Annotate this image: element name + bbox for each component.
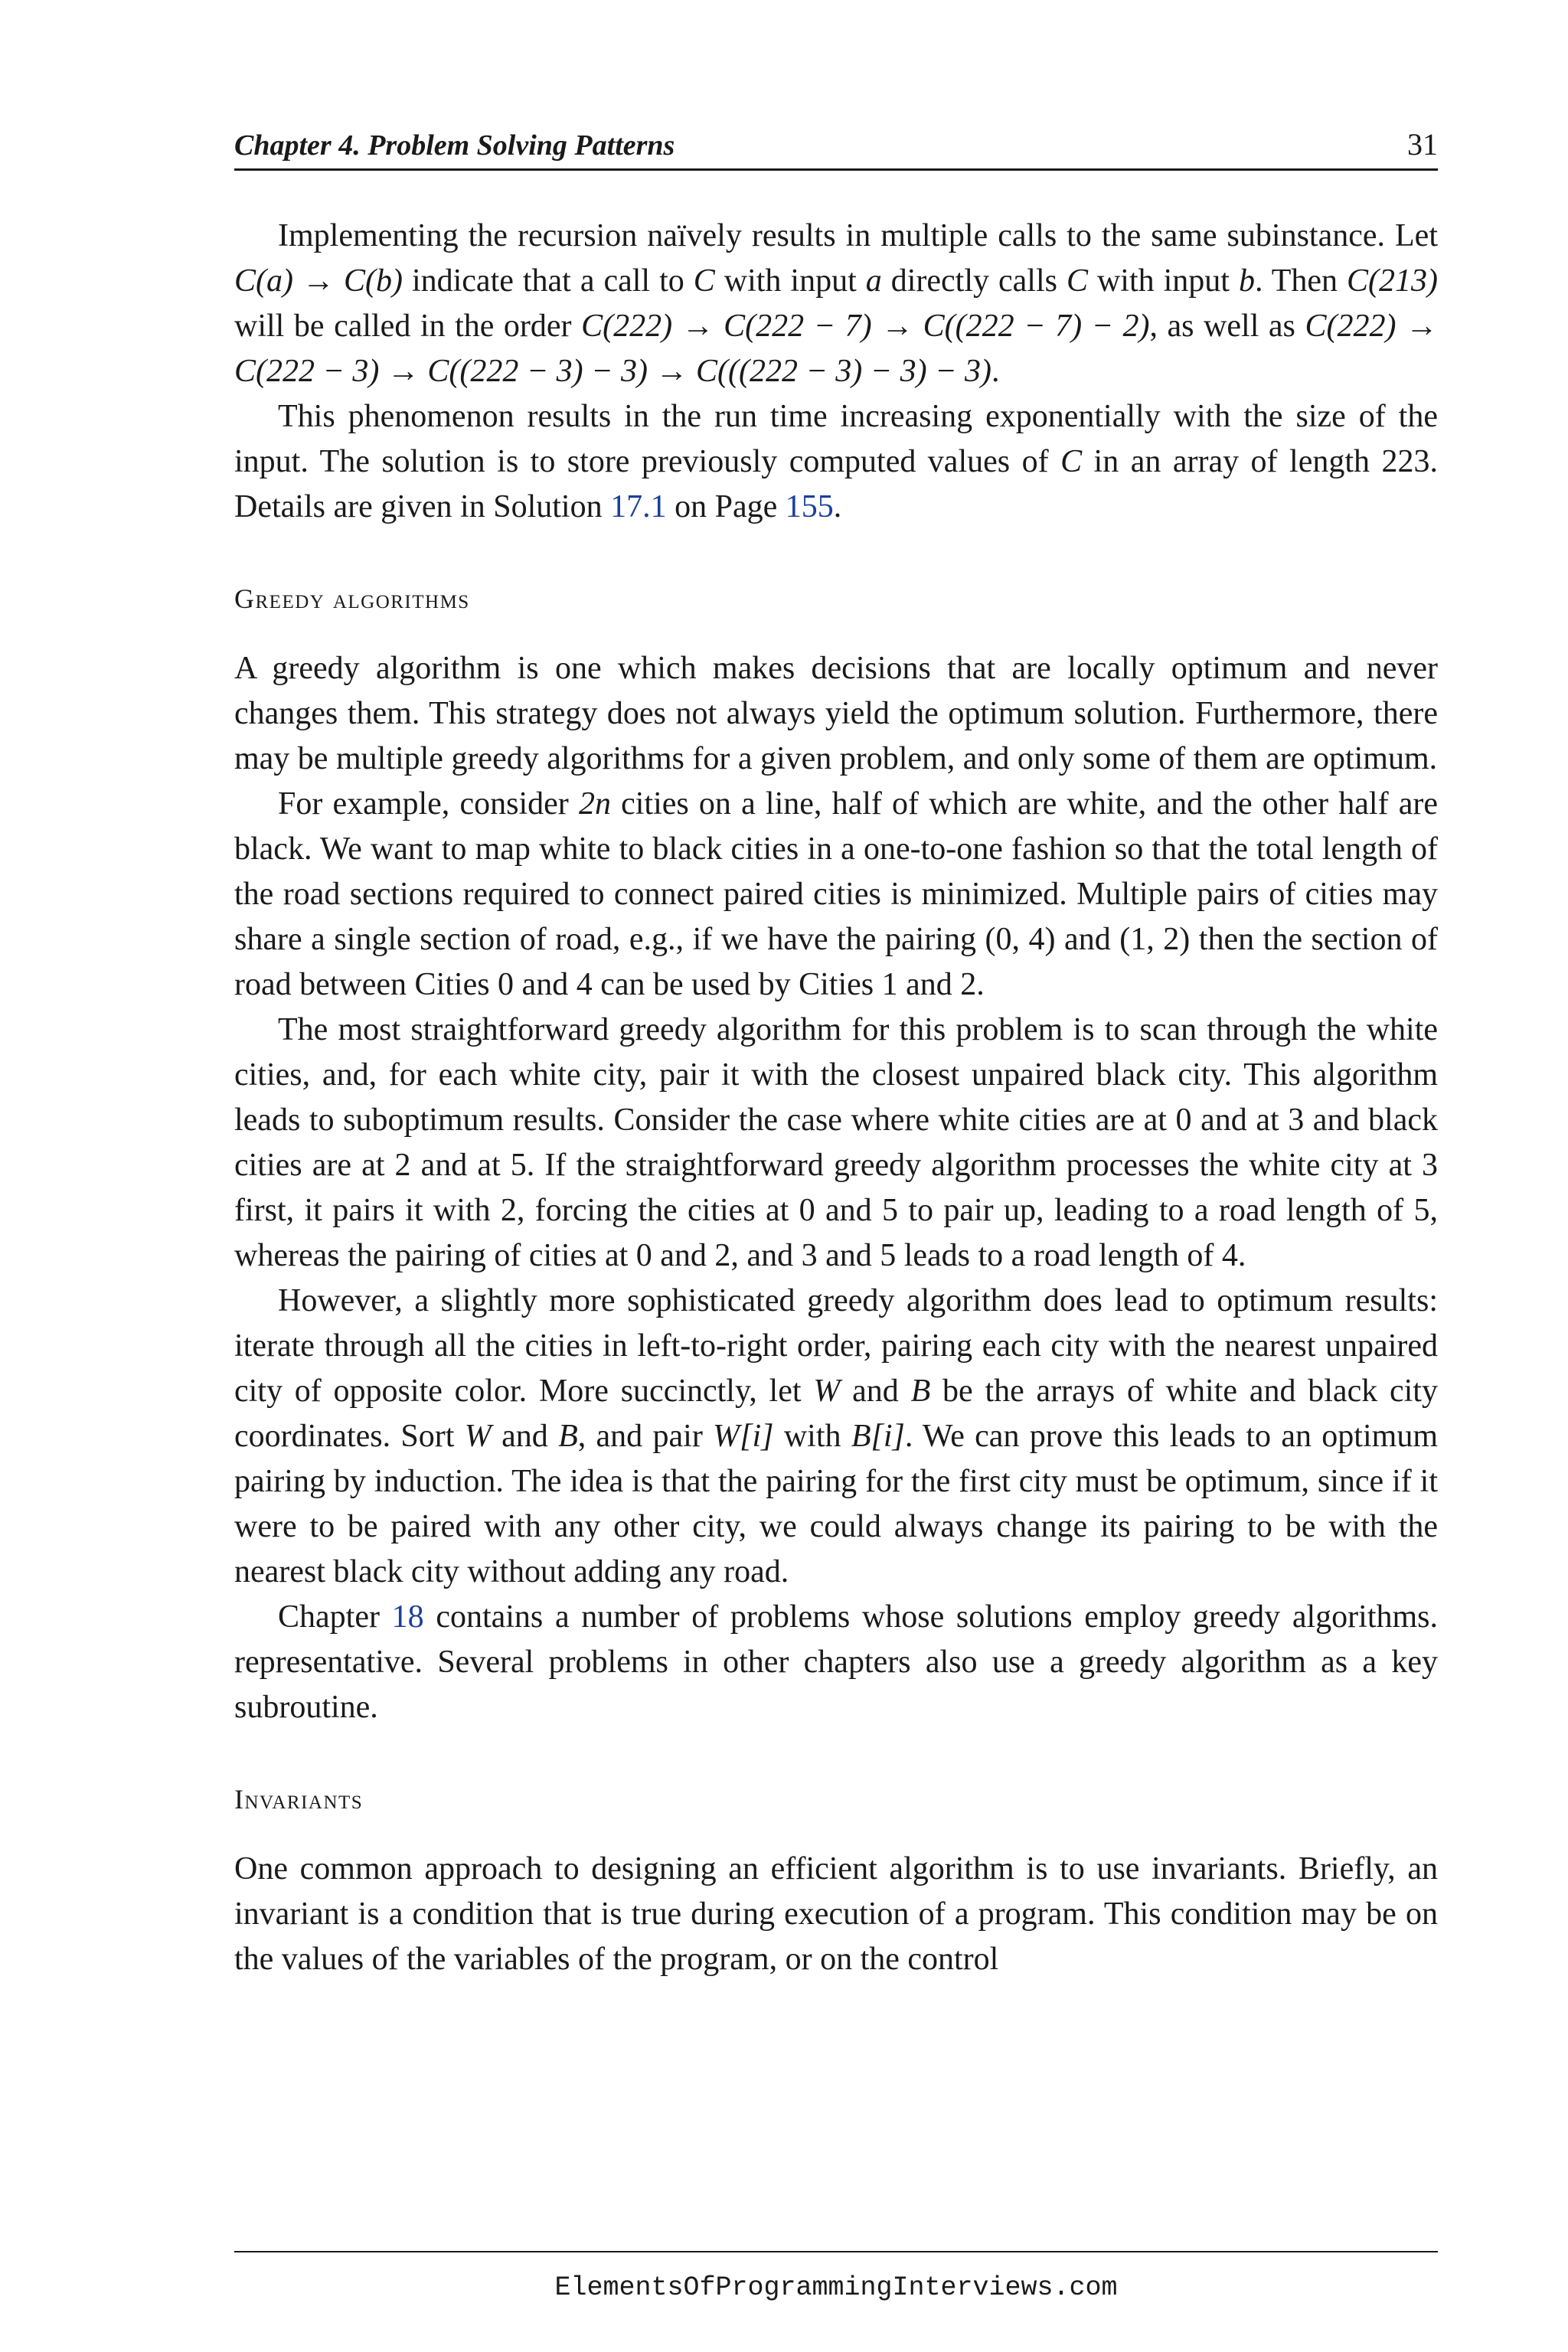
- text-run: will be called in the order: [234, 309, 582, 344]
- text-run: with: [773, 1419, 851, 1454]
- footer-url: ElementsOfProgrammingInterviews.com: [554, 2272, 1118, 2303]
- text-run: indicate that a call to: [402, 263, 694, 299]
- math-expression: b: [1238, 263, 1255, 299]
- text-run: cities on a line, half of which are white, and the other half are black. We want to map white to black cities in a one-to-one fashion so that the total length of the road sections required to connect paired cities is minimized. Multiple pairs of cities may share a single section of road, e.g., if we have the pairing (0, 4) and (1, 2) then the section of road between Cities 0 and 4 can be used by Cities 1 and 2.: [234, 786, 1439, 1002]
- math-expression: C(213): [1347, 263, 1438, 299]
- text-run: Implementing the recursion naïvely results in multiple calls to the same subinstance. Let: [278, 218, 1438, 253]
- text-run: contains a number of problems whose solutions employ greedy algorithms. representative. Several problems in other chapters also use a greedy algorithm as a key subroutine.: [234, 1599, 1439, 1725]
- math-expression: a: [865, 263, 882, 299]
- text-run: be the arrays of white and black city coordinates. Sort: [234, 1374, 1438, 1454]
- text-run: Chapter: [278, 1599, 392, 1635]
- footer-rule: [234, 2251, 1438, 2252]
- math-expression: B[i]: [851, 1419, 905, 1454]
- text-run: . Then: [1254, 263, 1347, 299]
- math-expression: C(a) → C(b): [234, 263, 403, 299]
- solution-link[interactable]: 17.1: [610, 489, 667, 524]
- math-expression: C: [1066, 263, 1088, 299]
- text-run: However, a slightly more sophisticated greedy algorithm does lead to optimum results: iterate through all the cities in left-to-right order, pairing each city with the nearest unpaired city of opposite color. More succinctly, let: [234, 1283, 1438, 1409]
- chapter-link[interactable]: 18: [391, 1599, 424, 1635]
- greedy-paragraph-3: The most straightforward greedy algorithm for this problem is to scan through the white cities, and, for each white city, pair it with the closest unpaired black city. This algorithm leads to suboptimum results. Consider the case where white cities are at 0 and at 3 and black cities are at 2 and at 5. If the straightforward greedy algorithm processes the white city at 3 first, it pairs it with 2, forcing the cities at 0 and 5 to pair up, leading to a road length of 5, whereas the pairing of cities at 0 and 2, and 3 and 5 leads to a road length of 4.: [234, 1012, 1438, 1273]
- text-run: , as well as: [1149, 309, 1305, 344]
- text-run: with input: [714, 263, 866, 299]
- recursion-paragraph-1: [234, 214, 1438, 394]
- invariants-paragraph-1: One common approach to designing an efficient algorithm is to use invariants. Briefly, an invariant is a condition that is true during execution of a program. This condition may be on the values of the variables of the program, or on the control: [234, 1851, 1438, 1977]
- text-run: .: [991, 354, 1000, 389]
- chapter-title: Chapter 4. Problem Solving Patterns: [234, 129, 675, 162]
- text-run: This phenomenon results in the run time increasing exponentially with the size of the input. The solution is to store previously computed values of: [234, 399, 1438, 479]
- text-run: . We can prove this leads to an optimum pairing by induction. The idea is that the pairing for the first city must be optimum, since if it were to be paired with any other city, we could always change its pairing to be with the nearest black city without adding any road.: [234, 1419, 1438, 1589]
- text-run: , and pair: [577, 1419, 714, 1454]
- text-run: and: [840, 1374, 911, 1409]
- text-run: on Page: [666, 489, 786, 524]
- section-title-greedy: Greedy algorithms: [234, 583, 470, 614]
- greedy-paragraph-4: [234, 1279, 1438, 1595]
- page-number: 31: [1407, 127, 1438, 162]
- recursion-paragraph-2: [234, 394, 1438, 530]
- page: [234, 115, 1439, 2303]
- math-expression: B: [910, 1374, 931, 1409]
- text-run: in an array of length 223. Details are given in Solution: [234, 444, 1438, 524]
- section-title-invariants: Invariants: [234, 1784, 364, 1815]
- text-run: and: [491, 1419, 559, 1454]
- text-run: directly calls: [881, 263, 1067, 299]
- math-expression: B: [558, 1419, 578, 1454]
- text-run: For example, consider: [278, 786, 579, 822]
- math-expression: C: [1060, 444, 1083, 479]
- math-expression: 2n: [578, 786, 611, 822]
- math-expression: C(222) → C(222 − 3) → C((222 − 3) − 3) → C(((222 − 3) − 3) − 3): [234, 309, 1438, 389]
- text-run: with input: [1087, 263, 1239, 299]
- greedy-paragraph-5: [234, 1595, 1438, 1730]
- text-run: .: [833, 489, 842, 524]
- greedy-paragraph-1: A greedy algorithm is one which makes decisions that are locally optimum and never changes them. This strategy does not always yield the optimum solution. Furthermore, there may be multiple greedy algorithms for a given problem, and only some of them are optimum.: [234, 651, 1438, 776]
- math-expression: C(222) → C(222 − 7) → C((222 − 7) − 2): [581, 309, 1150, 344]
- math-expression: W: [464, 1419, 492, 1454]
- body-text: [234, 214, 1438, 1982]
- greedy-paragraph-2: [234, 782, 1438, 1008]
- page-link[interactable]: 155: [785, 489, 834, 524]
- math-expression: W[i]: [713, 1419, 774, 1454]
- running-head: [234, 115, 1438, 171]
- math-expression: C: [693, 263, 715, 299]
- math-expression: W: [813, 1374, 841, 1409]
